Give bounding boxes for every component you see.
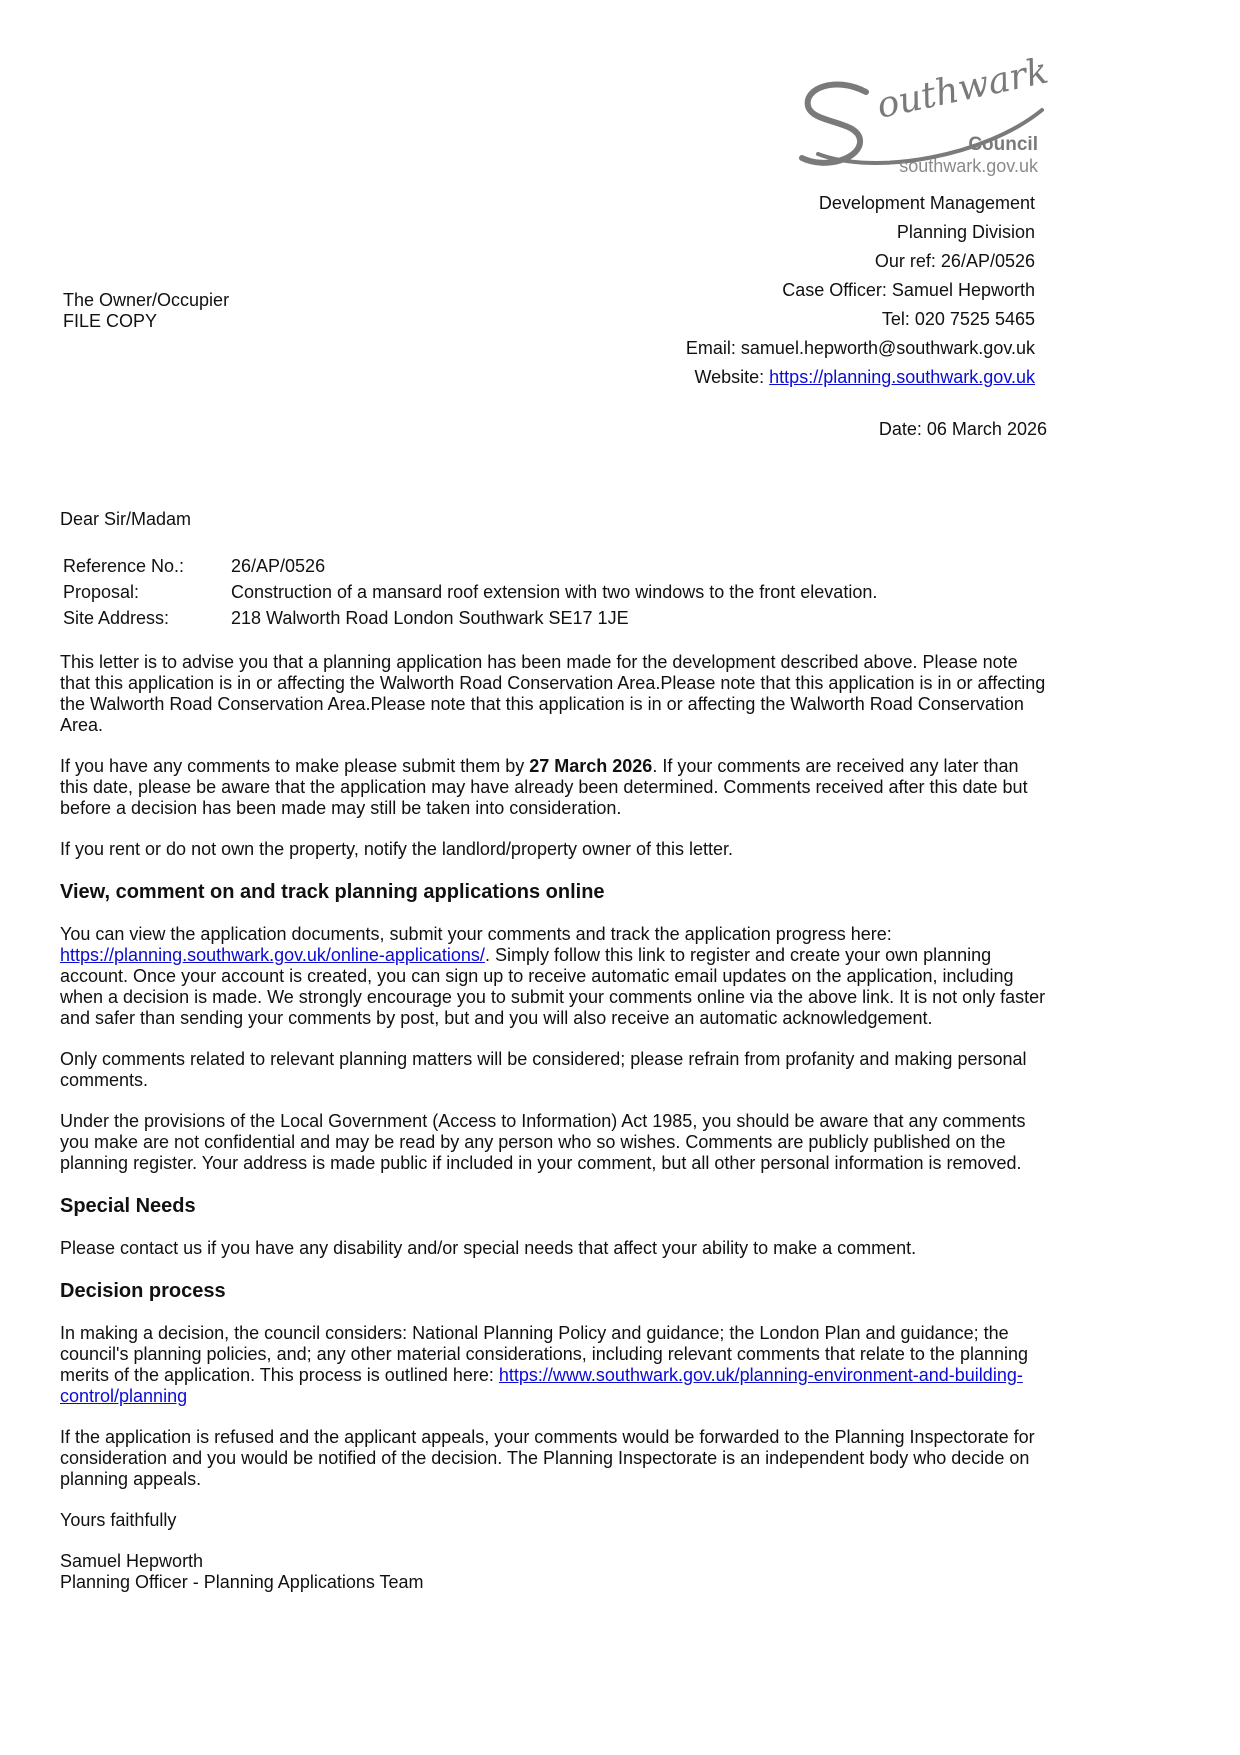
svg-text:outhwark: outhwark — [873, 58, 1052, 127]
recipient-line-1: The Owner/Occupier — [63, 290, 230, 310]
southwark-council-logo — [796, 58, 1056, 178]
signature-name: Samuel Hepworth — [60, 1551, 204, 1571]
sender-details — [686, 189, 1035, 392]
online-heading: View, comment on and track planning applications online — [60, 881, 605, 903]
closing: Yours faithfully — [60, 1510, 177, 1530]
appeal-paragraph: If the application is refused and the applicant appeals, your comments would be forwarded to the Planning Inspectorate for consideration and you would be notified of the decision. The Planning Inspectorate is an independent body who decide on planning appeals. — [60, 1427, 1035, 1489]
proposal-label: Proposal: — [63, 582, 140, 602]
site-address-row — [63, 605, 877, 631]
our-ref: Our ref: 26/AP/0526 — [874, 251, 1035, 271]
site-address-value: 218 Walworth Road London Southwark SE17 1JE — [231, 608, 629, 628]
reference-label: Reference No.: — [63, 556, 185, 576]
relevant-comments-paragraph: Only comments related to relevant planning matters will be considered; please refrain from profanity and making personal comments. — [60, 1049, 1027, 1090]
deadline-date: 27 March 2026 — [529, 756, 653, 776]
landlord-paragraph: If you rent or do not own the property, notify the landlord/property owner of this letter. — [60, 839, 734, 859]
online-paragraph: You can view the application documents, submit your comments and track the application progress here: https://planning.southwark.gov.uk/online-applications/. Simply follow this link to register and create your own planning account. Once your account is created, you can sign up to receive automatic email updates on the application, including when a decision is made. We strongly encourage you to submit your comments online via the above link. It is not only faster and safer than sending your comments by post, but and you will also receive an automatic acknowledgement. — [60, 924, 1046, 1028]
logo-council-text: Council — [968, 134, 1038, 155]
reference-value: 26/AP/0526 — [231, 556, 326, 576]
proposal-row — [63, 579, 877, 605]
letter-date: Date: 06 March 2026 — [878, 419, 1047, 439]
salutation: Dear Sir/Madam — [60, 509, 192, 529]
planning-process-link[interactable]: https://www.southwark.gov.uk/planning-environment-and-building-control/planning — [60, 1365, 1023, 1406]
special-needs-paragraph: Please contact us if you have any disability and/or special needs that affect your ability to make a comment. — [60, 1238, 917, 1258]
recipient-line-2: FILE COPY — [63, 311, 158, 331]
special-needs-heading: Special Needs — [60, 1195, 196, 1217]
signature-block — [60, 1551, 1050, 1593]
email: Email: samuel.hepworth@southwark.gov.uk — [685, 338, 1035, 358]
intro-paragraph: This letter is to advise you that a planning application has been made for the development described above. Please note that this application is in or affecting the Walworth Road Conservation Area.Please note that this application is in or affecting the Walworth Road Conservation Area.Please note that this application is in or affecting the Walworth Road Conservation Area. — [60, 652, 1046, 735]
telephone: Tel: 020 7525 5465 — [881, 309, 1035, 329]
access-info-paragraph: Under the provisions of the Local Government (Access to Information) Act 1985, you should be aware that any comments you make are not confidential and may be read by any person who so wishes. Comments are publicly published on the planning register. Your address is made public if included in your comment, but all other personal information is removed. — [60, 1111, 1026, 1173]
reference-row — [63, 553, 877, 579]
reference-table — [63, 553, 877, 631]
letter-body — [60, 652, 1050, 1593]
decision-paragraph: In making a decision, the council considers: National Planning Policy and guidance; the London Plan and guidance; the council's planning policies, and; any other material considerations, including relevant comments that relate to the planning merits of the application. This process is outlined here: https://www.southwark.gov.uk/planning-environment-and-building-control/planning — [60, 1323, 1029, 1406]
website-link[interactable]: https://planning.southwark.gov.uk — [769, 367, 1035, 387]
website: Website: https://planning.southwark.gov.uk — [694, 367, 1035, 387]
decision-heading: Decision process — [60, 1280, 226, 1302]
online-applications-link[interactable]: https://planning.southwark.gov.uk/online-applications/ — [60, 945, 485, 965]
recipient-address — [63, 290, 229, 332]
site-address-label: Site Address: — [63, 608, 170, 628]
department: Development Management — [818, 193, 1035, 213]
signature-title: Planning Officer - Planning Applications Team — [60, 1572, 424, 1592]
division: Planning Division — [896, 222, 1035, 242]
proposal-value: Construction of a mansard roof extension with two windows to the front elevation. — [231, 582, 878, 602]
logo-site-text: southwark.gov.uk — [899, 156, 1038, 176]
deadline-paragraph: If you have any comments to make please submit them by 27 March 2026. If your comments are received any later than this date, please be aware that the application may have already been determined. Comments received after this date but before a decision has been made may still be taken into consideration. — [60, 756, 1028, 818]
case-officer: Case Officer: Samuel Hepworth — [782, 280, 1035, 300]
